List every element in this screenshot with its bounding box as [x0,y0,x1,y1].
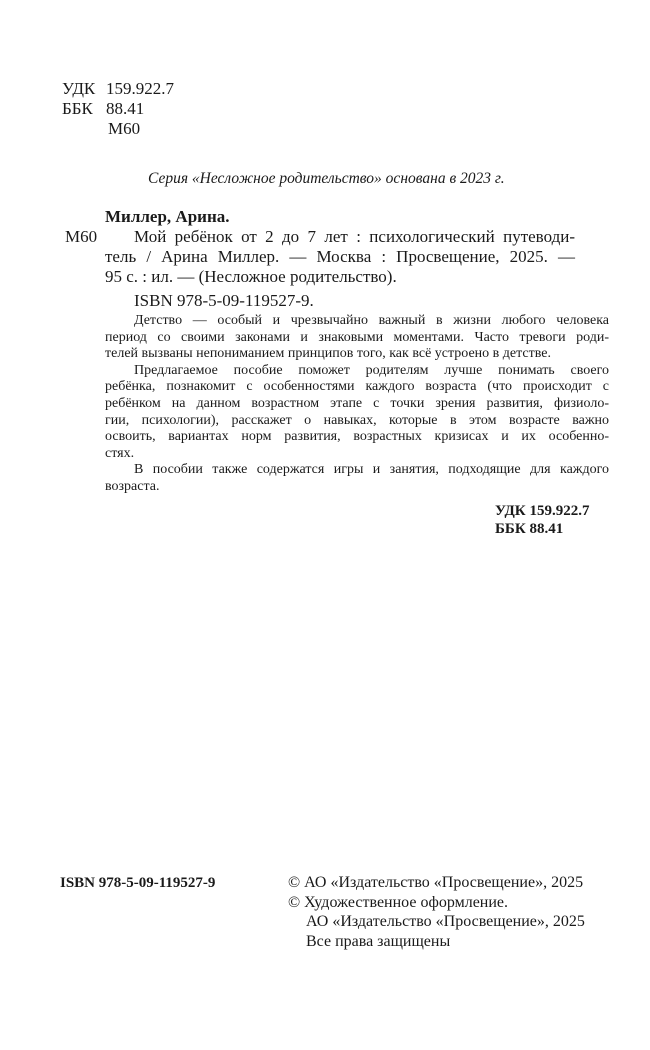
udk-right: УДК 159.922.7 [495,503,590,519]
udk-label: УДК [62,79,96,98]
copyright-design-owner: АО «Издательство «Просвещение», 2025 [306,913,585,930]
annotation-line: гии, психологии), расскажет о навыках, которые в этом возрасте важно [105,412,609,428]
isbn-bottom: ISBN 978-5-09-119527-9 [60,875,216,891]
annotation-line: ребёнка, познакомит с особенностями каждого возраста (что происходит с [105,379,609,395]
bibliographic-description [105,227,575,287]
annotation-line: телей вызваны непониманием принципов того, как всё устроено в детстве. [105,346,551,362]
rights-reserved: Все права защищены [306,932,451,950]
copyright-publisher: © АО «Издательство «Просвещение», 2025 [288,874,584,891]
series-note: Серия «Несложное родительство» основана в 2023 г. [148,170,505,187]
copyright-block [288,873,585,951]
bib-line: 95 с. : ил. — (Несложное родительство). [105,267,397,286]
author-mark-top: М60 [108,119,141,138]
annotation-line: ребёнком на данном возрастном этапе с точки зрения развития, физиоло- [105,395,609,411]
annotation-paragraph [105,462,609,495]
copyright-design: © Художественное оформление. [288,893,509,911]
bib-line: тель / Арина Миллер. — Москва : Просвещение, 2025. — [105,247,575,266]
annotation-line: возраста. [105,478,160,494]
bbk-value: 88.41 [106,99,145,118]
annotation-line: Предлагаемое пособие поможет родителям лучше понимать своего [134,362,609,378]
isbn-record: ISBN 978-5-09-119527-9. [134,291,314,310]
bib-line: Мой ребёнок от 2 до 7 лет : психологический путеводи- [134,227,575,246]
udk-value: 159.922.7 [106,79,174,98]
bbk-right: ББК 88.41 [495,521,564,537]
annotation-paragraph [105,313,609,363]
annotation-line: освоить, вариантах норм развития, возрастных кризисах и их особенно- [105,429,609,445]
bbk-code [62,99,144,119]
annotation-line: период со своими законами и знаковыми моментами. Часто тревоги роди- [105,329,609,345]
annotation-paragraph [105,363,609,463]
author-mark-side: М60 [65,227,98,246]
annotation-line: Детство — особый и чрезвычайно важный в жизни любого человека [134,313,609,328]
udk-code [62,79,174,99]
bbk-label: ББК [62,99,93,118]
author-name: Миллер, Арина. [105,207,230,226]
annotation-line: В пособии также содержатся игры и занятия, подходящие для каждого [134,462,609,478]
annotation-line: стях. [105,445,135,461]
annotation [105,313,609,496]
